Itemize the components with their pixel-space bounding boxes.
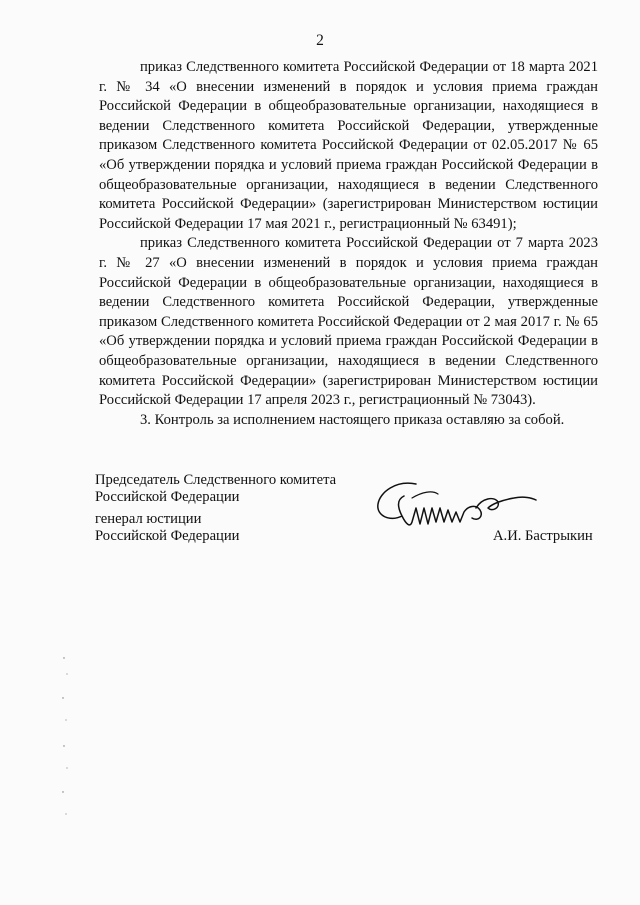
scan-artifact bbox=[60, 650, 72, 820]
paragraph-control-clause: 3. Контроль за исполнением настоящего приказа оставляю за собой. bbox=[140, 411, 565, 428]
paragraph-order-2021: приказ Следственного комитета Российской Федерации от 18 марта 2021 г. № 34 «О внесении изменений в порядок и условия приема граждан Российской Федерации в общеобразовательные организации, находящиеся в ведении Следственного комитета Российской Федерации, утвержденные приказом Следственного комитета Российской Федерации от 02.05.2017 № 65 «Об утверждении порядка и условий приема граждан Российской Федерации в общеобразовательные организации, находящиеся в ведении Следственного комитета Российской Федерации» (зарегистрирован Министерством юстиции Российской Федерации 17 мая 2021 г., регистрационный № 63491); bbox=[99, 59, 598, 232]
page-number: 2 bbox=[316, 32, 324, 49]
signer-rank-line-1: генерал юстиции bbox=[95, 511, 202, 527]
signer-position bbox=[95, 472, 395, 505]
signer-position-line-2: Российской Федерации bbox=[95, 488, 240, 505]
signer-rank bbox=[95, 511, 395, 544]
signer-rank-line-2: Российской Федерации bbox=[95, 527, 240, 544]
document-body bbox=[99, 58, 598, 430]
paragraph-order-2023: приказ Следственного комитета Российской Федерации от 7 марта 2023 г. № 27 «О внесении изменений в порядок и условия приема граждан Российской Федерации в общеобразовательные организации, находящиеся в ведении Следственного комитета Российской Федерации, утвержденные приказом Следственного комитета Российской Федерации от 2 мая 2017 г. № 65 «Об утверждении порядка и условий приема граждан Российской Федерации в общеобразовательные организации, находящиеся в ведении Следственного комитета Российской Федерации» (зарегистрирован Министерством юстиции Российской Федерации 17 апреля 2023 г., регистрационный № 73043). bbox=[99, 235, 598, 409]
signer-name: А.И. Бастрыкин bbox=[493, 528, 593, 544]
signer-position-line-1: Председатель Следственного комитета bbox=[95, 472, 337, 488]
